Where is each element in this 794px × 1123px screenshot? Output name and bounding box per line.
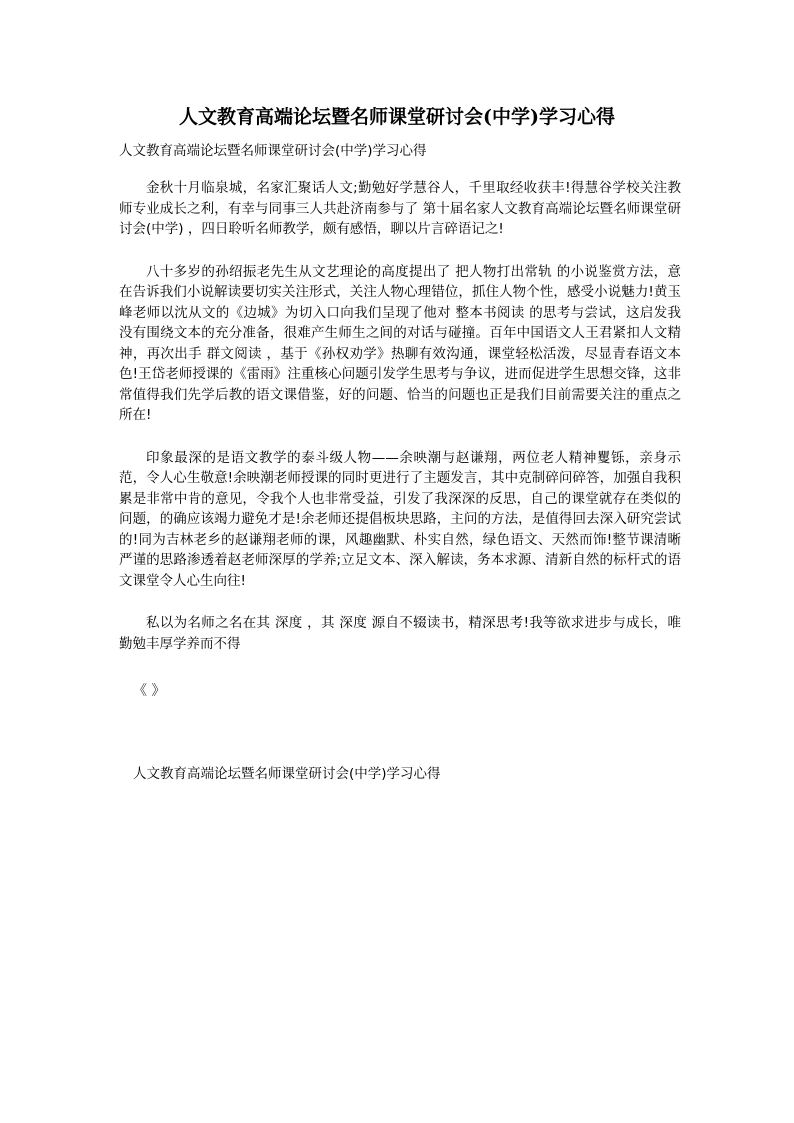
book-title-marks: 《 》 [133, 683, 166, 699]
paragraph-impression: 印象最深的是语文教学的泰斗级人物——余映潮与赵谦翔，两位老人精神矍铄，亲身示范，令人心生敬意!余映潮老师授课的同时更进行了主题发言，其中克制碎问碎答，加强自我积累是非常中肯的意见，令我个人也非常受益，引发了我深深的反思，自己的课堂就存在类似的问题，的确应该竭力避免才是!余老师还提倡板块思路，主问的方法，是值得回去深入研究尝试的!同为吉林老乡的赵谦翔老师的课，风趣幽默、朴实自然，绿色语文、天然而饰!整节课清晰严谨的思路渗透着赵老师深厚的学养;立足文本、深入解读，务本求源、清新自然的标杆式的语文课堂令人心生向往! [119, 449, 681, 589]
document-subtitle: 人文教育高端论坛暨名师课堂研讨会(中学)学习心得 [119, 143, 427, 159]
document-footer: 人文教育高端论坛暨名师课堂研讨会(中学)学习心得 [133, 766, 441, 782]
paragraph-speakers: 八十多岁的孙绍振老先生从文艺理论的高度提出了 把人物打出常轨 的小说鉴赏方法，意在告诉我们小说解读要切实关注形式，关注人物心理错位，抓住人物个性，感受小说魅力!黄玉峰老师以沈从文的《边城》为切入口向我们呈现了他对 整本书阅读 的思考与尝试，这启发我没有围绕文本的充分准备，很难产生师生之间的对话与碰撞。百年中国语文人王君紧扣人文精神，再次出手 群文阅读 ，基于《孙权劝学》热聊有效沟通，课堂轻松活泼，尽显青春语文本色!王岱老师授课的《雷雨》注重核心问题引发学生思考与争议，进而促进学生思想交锋，这非常值得我们先学后教的语文课借鉴，好的问题、恰当的问题也正是我们目前需要关注的重点之所在! [119, 263, 681, 423]
document-body [119, 178, 681, 676]
paragraph-intro: 金秋十月临泉城，名家汇聚话人文;勤勉好学慧谷人，千里取经收获丰!得慧谷学校关注教师专业成长之利，有幸与同事三人共赴济南参与了 第十届名家人文教育高端论坛暨名师课堂研讨会(中学) ，四日聆听名师教学，颇有感悟，聊以片言碎语记之! [119, 180, 681, 237]
document-title: 人文教育高端论坛暨名师课堂研讨会(中学)学习心得 [179, 106, 615, 128]
paragraph-conclusion: 私以为名师之名在其 深度 ，其 深度 源自不辍读书，精深思考!我等欲求进步与成长，唯勤勉丰厚学养而不得 [119, 615, 681, 652]
